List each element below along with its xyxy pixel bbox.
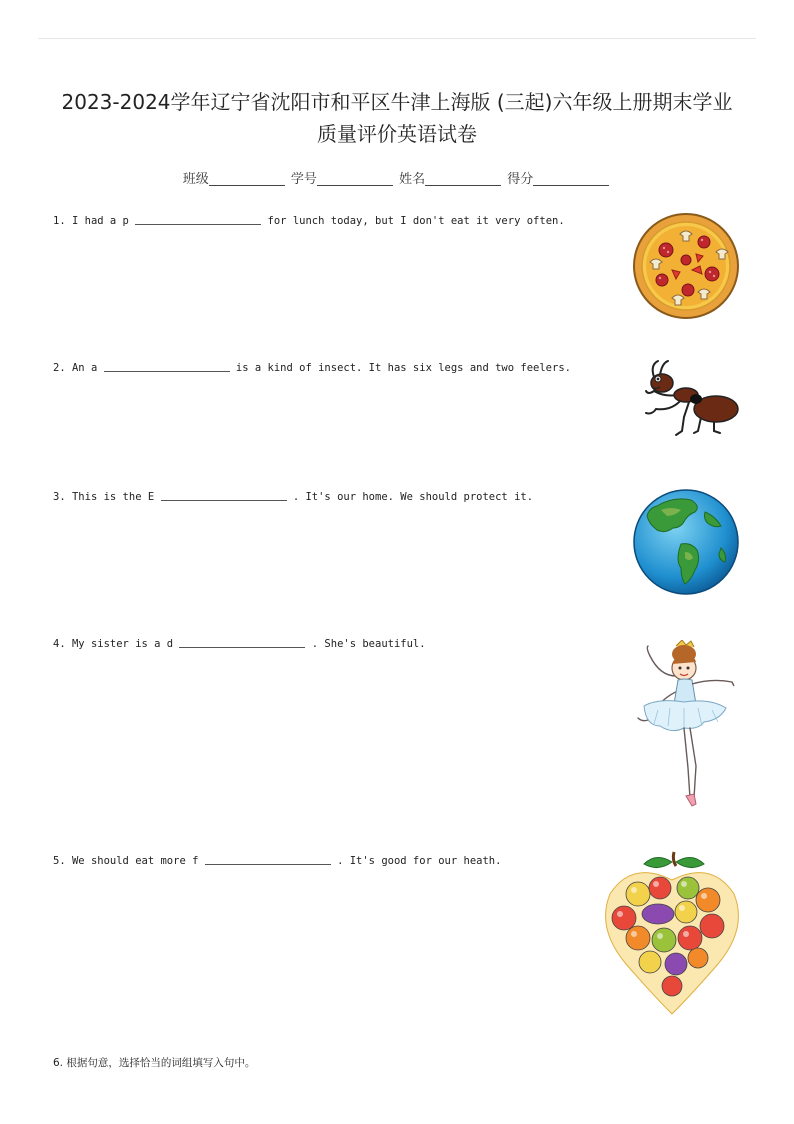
question-4-text-before: My sister is a d [71,638,174,650]
question-2-answer-blank[interactable] [104,361,230,372]
question-4 [53,637,426,650]
student-number-label: 学号 [290,172,317,187]
student-number-blank[interactable] [317,171,393,186]
title-line-2: 质量评价英语试卷 [317,122,477,146]
question-6-instruction: 6. 根据句意，选择恰当的词组填写入句中。 [53,1057,256,1069]
question-3-number: 3. [53,491,66,503]
page-title [0,86,794,150]
question-2-text-before: An a [71,362,98,374]
question-1-answer-blank[interactable] [135,214,261,225]
name-label: 姓名 [399,172,426,187]
question-5-number: 5. [53,855,66,867]
earth-icon [631,488,741,596]
dancer-icon [632,640,744,810]
question-1 [53,214,565,227]
question-1-text-after: for lunch today, but I don't eat it very often. [261,215,565,227]
question-5-text-before: We should eat more f [71,855,199,867]
question-3 [53,490,533,503]
question-4-number: 4. [53,638,66,650]
top-rule [38,38,756,39]
question-5-text-after: . It's good for our heath. [330,855,502,867]
question-3-text-after: . It's our home. We should protect it. [286,491,534,503]
question-4-answer-blank[interactable] [179,637,305,648]
name-blank[interactable] [425,171,501,186]
class-label: 班级 [182,172,209,187]
question-3-text-before: This is the E [71,491,155,503]
question-3-answer-blank[interactable] [161,490,287,501]
question-2 [53,361,571,374]
score-label: 得分 [507,172,534,187]
class-blank[interactable] [209,171,285,186]
question-5 [53,854,501,867]
question-1-number: 1. [53,215,66,227]
question-2-number: 2. [53,362,66,374]
question-2-text-after: is a kind of insect. It has six legs and two feelers. [229,362,571,374]
title-line-1: 2023-2024学年辽宁省沈阳市和平区牛津上海版 (三起)六年级上册期末学业 [61,90,733,114]
question-1-text-before: I had a p [71,215,129,227]
student-info-line [0,168,794,187]
pizza-icon [632,212,740,320]
fruit-icon [602,850,742,1018]
question-4-text-after: . She's beautiful. [305,638,426,650]
score-blank[interactable] [533,171,609,186]
ant-icon [638,355,742,451]
question-5-answer-blank[interactable] [205,854,331,865]
